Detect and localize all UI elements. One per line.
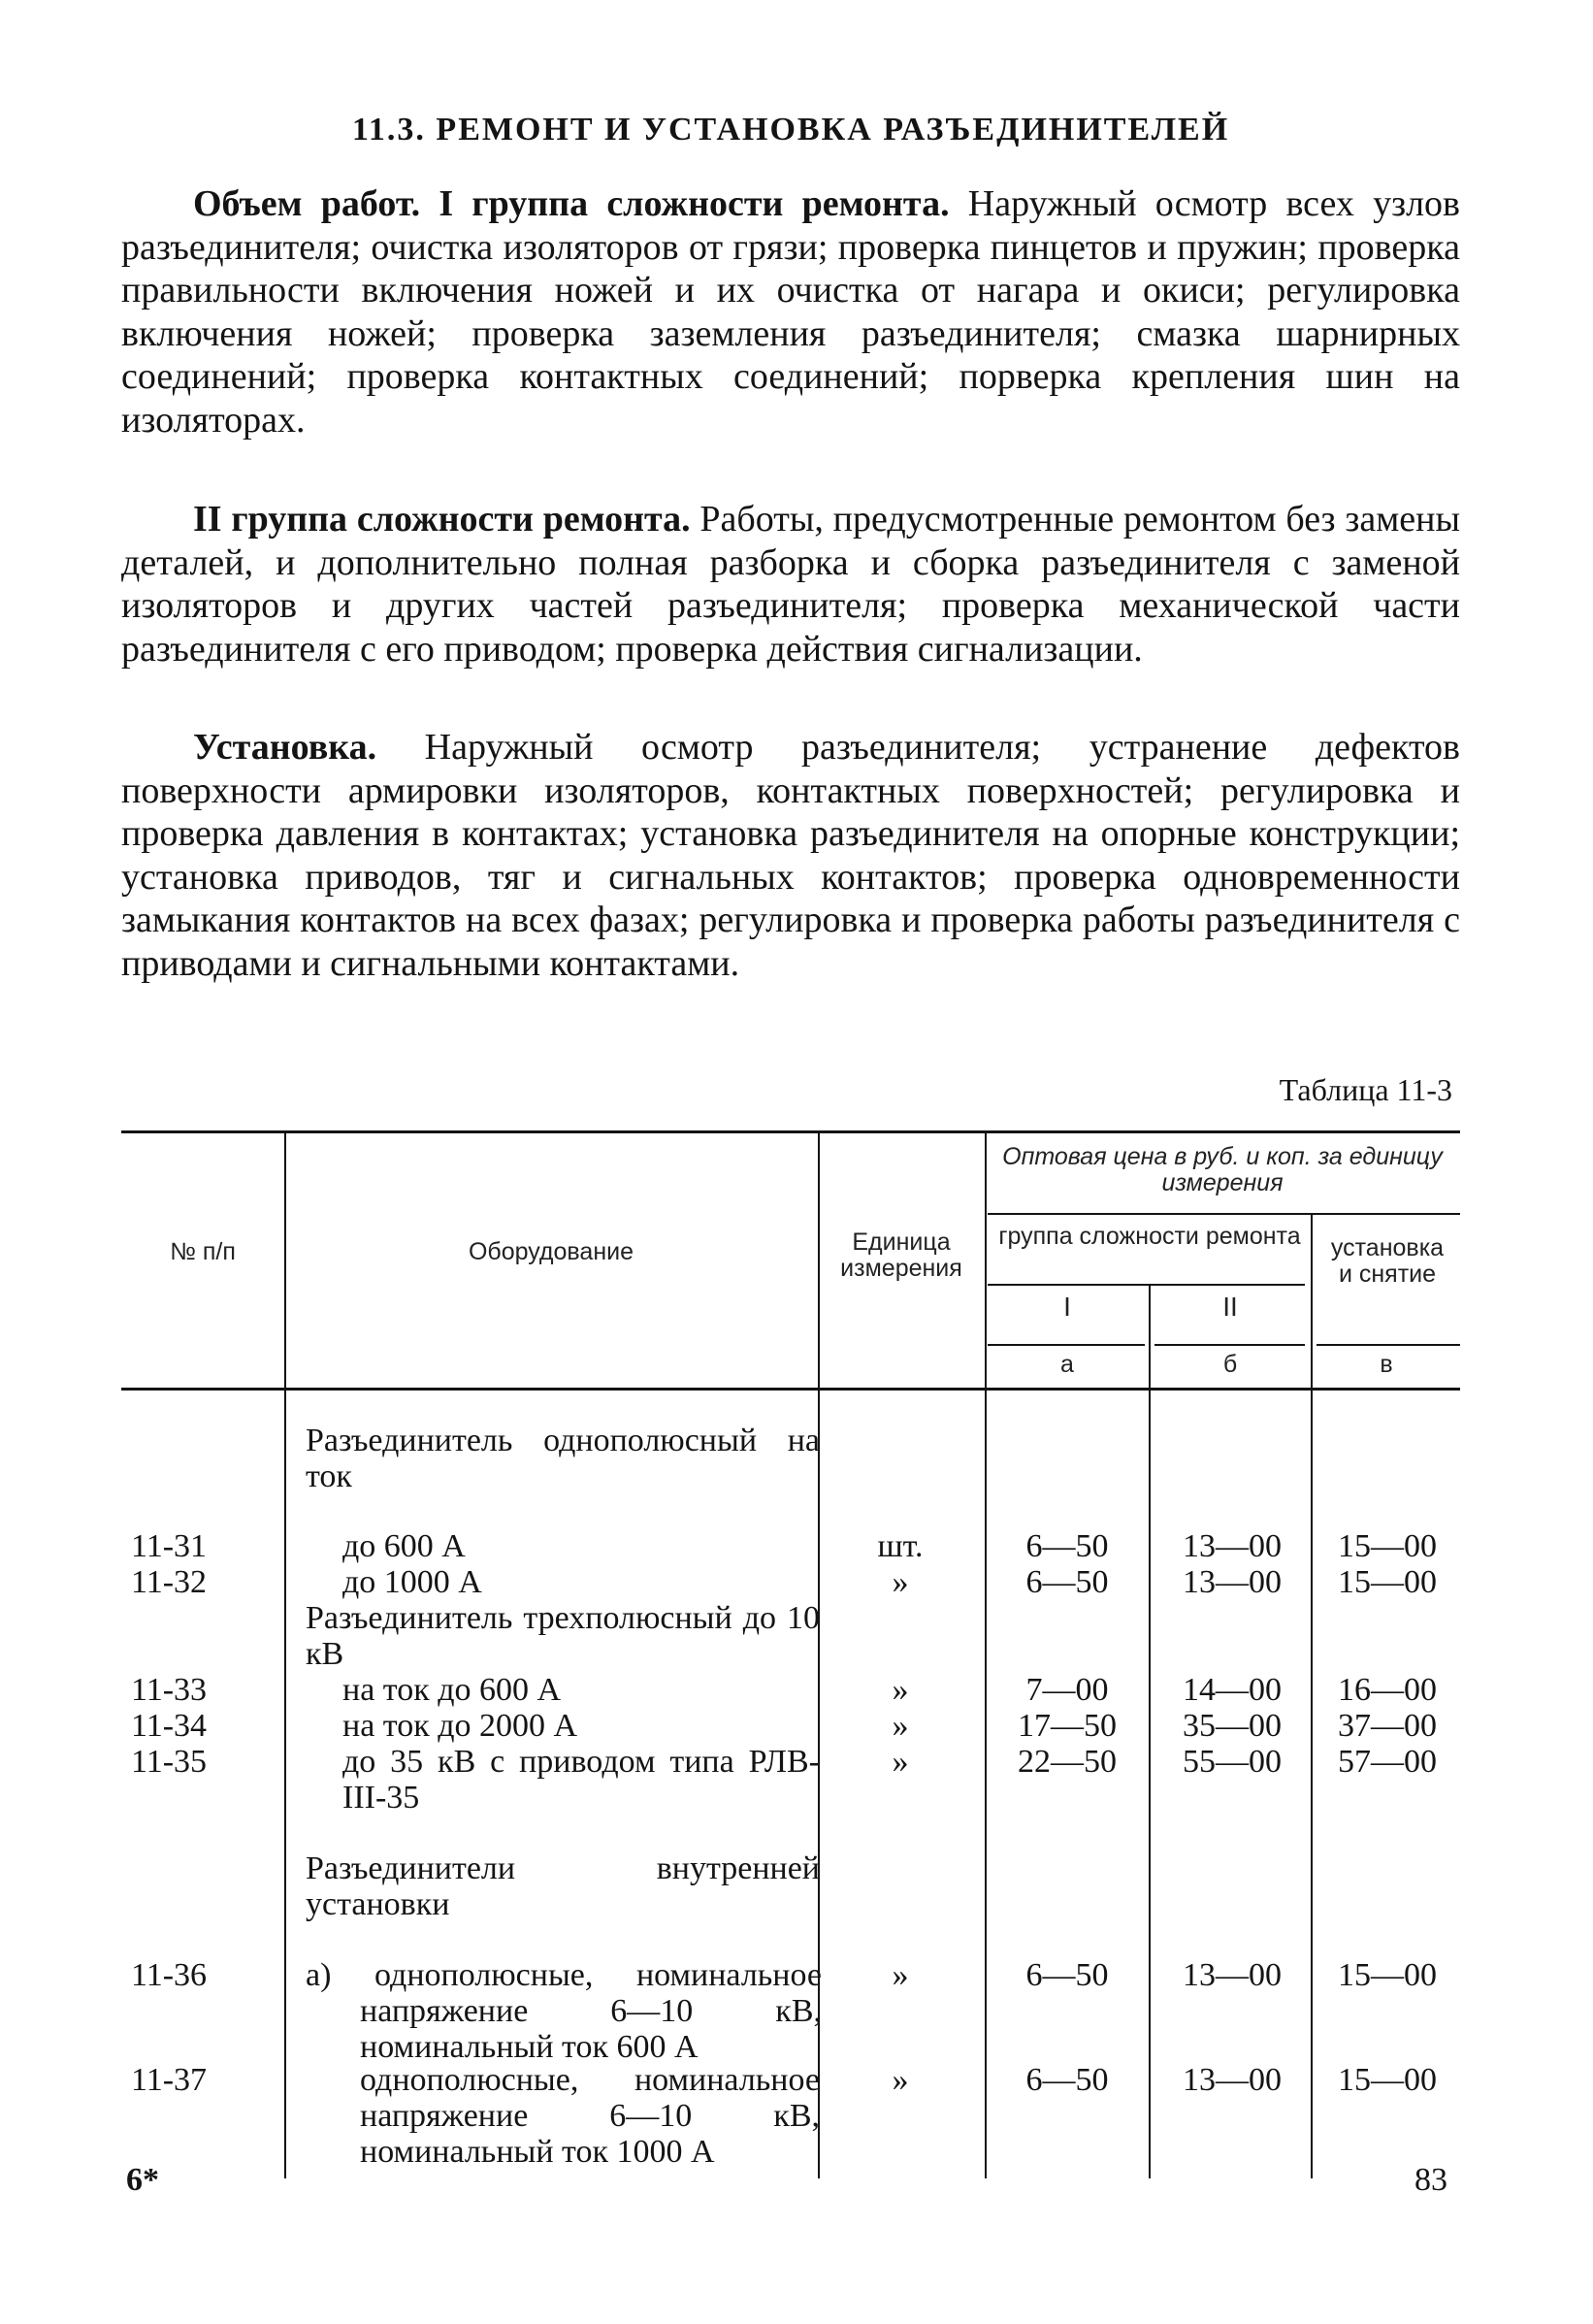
header-equipment: Оборудование	[468, 1238, 634, 1265]
paragraph-lead: Объем работ. I группа сложности ремонта.	[193, 183, 950, 224]
header-repair-group: группа сложности ремонта	[998, 1223, 1301, 1250]
header-col-a: а	[1060, 1351, 1074, 1378]
row-unit: »	[892, 1708, 909, 1744]
row-unit: шт.	[877, 1528, 924, 1564]
row-unit: »	[892, 1564, 909, 1600]
header-unit: Единица измерения	[840, 1228, 962, 1282]
row-equipment: а) однополюсные, номинальное напряжение 6—10 кВ, номинальный ток 600 А	[306, 1957, 822, 2065]
table-top-rule	[121, 1130, 1460, 1133]
row-unit: »	[892, 1957, 909, 1993]
row-price-c: 37—00	[1338, 1708, 1437, 1744]
header-rule	[988, 1284, 1305, 1286]
row-price-a: 6—50	[1025, 2062, 1109, 2098]
paragraph-lead: II группа сложности ремонта.	[193, 499, 691, 540]
row-price-a: 6—50	[1025, 1528, 1109, 1564]
row-price-b: 13—00	[1183, 2062, 1282, 2098]
row-num: 11-35	[131, 1744, 208, 1780]
row-price-a: 7—00	[1025, 1672, 1109, 1708]
row-price-a: 22—50	[1018, 1744, 1117, 1780]
paragraph-lead: Установка.	[193, 727, 377, 768]
row-price-c: 15—00	[1338, 1528, 1437, 1564]
header-num: № п/п	[170, 1238, 236, 1265]
section-title: Разъединители внутренней установки	[306, 1850, 820, 1922]
row-price-c: 15—00	[1338, 1564, 1437, 1600]
header-price-group: Оптовая цена в руб. и коп. за единицу измерения	[1002, 1143, 1443, 1196]
paragraph-text: Наружный осмотр разъединителя; устранение дефектов поверхности армировки изоляторов, контактных поверхностей; регулировка и проверка давления в контактах; установка разъединителя на опорные конструкции; установка приводов, тяг и сигнальных контактов; проверка одновременности замыкания контактов на всех фазах; регулировка и проверка работы разъединителя с приводами и сигнальными контактами.	[121, 727, 1460, 984]
row-num: 11-31	[131, 1528, 208, 1564]
price-table	[121, 1130, 1460, 2178]
paragraph-scope-group-2	[121, 498, 1460, 671]
page-number: 83	[1414, 2162, 1447, 2198]
header-col-I: I	[1063, 1292, 1071, 1322]
row-price-b: 13—00	[1183, 1957, 1282, 1993]
row-price-c: 15—00	[1338, 1957, 1437, 1993]
paragraph-installation	[121, 726, 1460, 985]
header-rule	[988, 1213, 1460, 1215]
header-rule	[988, 1344, 1145, 1346]
paragraph-text: Работы, предусмотренные ремонтом без замены деталей, и дополнительно полная разборка и сборка разъединителя с заменой изоляторов и других частей разъединителя; проверка механической части разъединителя с его приводом; проверка действия сигнализации.	[121, 499, 1460, 670]
paragraph-text: Наружный осмотр всех узлов разъединителя; очистка изоляторов от грязи; проверка пинцетов и пружин; проверка правильности включения ножей и их очистка от нагара и окиси; регулировка включения ножей; проверка заземления разъединителя; смазка шарнирных соединений; проверка контактных соединений; порверка крепления шин на изоляторах.	[121, 183, 1460, 441]
header-col-b: б	[1222, 1351, 1238, 1378]
row-unit: »	[892, 1744, 909, 1780]
section-title: Разъединитель трехполюсный до 10 кВ	[306, 1600, 820, 1672]
header-col-c: в	[1380, 1351, 1393, 1378]
column-rule	[985, 1130, 987, 2178]
row-num: 11-33	[131, 1672, 208, 1708]
column-rule	[284, 1130, 286, 2178]
row-equipment: на ток до 2000 А	[342, 1708, 578, 1744]
row-price-a: 6—50	[1025, 1957, 1109, 1993]
row-price-b: 13—00	[1183, 1528, 1282, 1564]
row-num: 11-34	[131, 1708, 208, 1744]
row-num: 11-37	[131, 2062, 208, 2098]
row-unit: »	[892, 2062, 909, 2098]
row-equipment: однополюсные, номинальное напряжение 6—10 кВ, номинальный ток 1000 А	[360, 2062, 820, 2170]
row-price-a: 6—50	[1025, 1564, 1109, 1600]
row-num: 11-32	[131, 1564, 208, 1600]
header-bottom-rule	[121, 1388, 1460, 1391]
row-price-c: 16—00	[1338, 1672, 1437, 1708]
row-unit: »	[892, 1672, 909, 1708]
row-num: 11-36	[131, 1957, 208, 1993]
row-price-b: 14—00	[1183, 1672, 1282, 1708]
header-rule	[1154, 1344, 1305, 1346]
row-equipment: на ток до 600 А	[342, 1672, 562, 1708]
header-rule	[1317, 1344, 1460, 1346]
row-price-b: 55—00	[1183, 1744, 1282, 1780]
paragraph-scope-group-1	[121, 182, 1460, 442]
row-price-c: 57—00	[1338, 1744, 1437, 1780]
section-heading: 11.3. РЕМОНТ И УСТАНОВКА РАЗЪЕДИНИТЕЛЕЙ	[351, 112, 1230, 147]
row-price-b: 35—00	[1183, 1708, 1282, 1744]
row-price-a: 17—50	[1018, 1708, 1117, 1744]
header-install: установка и снятие	[1330, 1234, 1445, 1288]
row-equipment: до 1000 А	[342, 1564, 482, 1600]
row-equipment: до 600 А	[342, 1528, 466, 1564]
header-col-II: II	[1222, 1292, 1238, 1322]
signature-mark: 6*	[126, 2162, 159, 2198]
row-price-c: 15—00	[1338, 2062, 1437, 2098]
row-price-b: 13—00	[1183, 1564, 1282, 1600]
row-equipment: до 35 кВ с приводом типа РЛВ-III-35	[342, 1744, 820, 1816]
section-title: Разъединитель однополюсный на ток	[306, 1423, 820, 1494]
table-caption: Таблица 11-3	[1279, 1072, 1452, 1107]
